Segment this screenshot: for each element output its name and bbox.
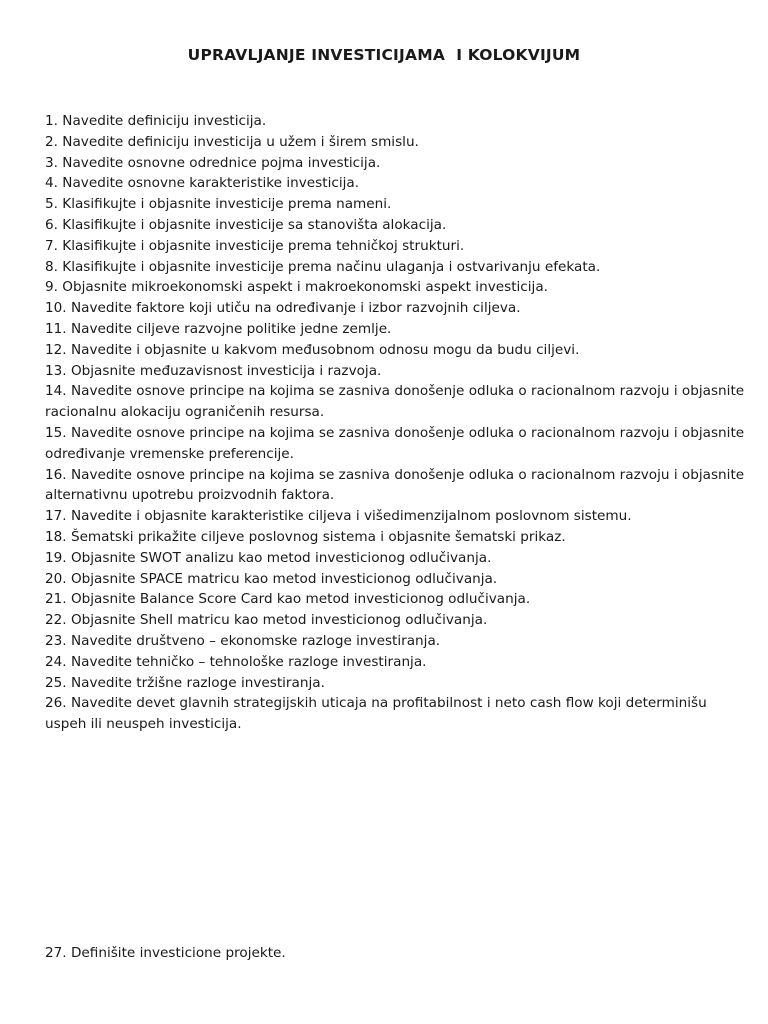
question-item: 13. Objasnite međuzavisnost investicija i razvoja. [45,362,382,379]
question-item: 23. Navedite društveno – ekonomske razloge investiranja. [45,632,441,649]
question-item: 7. Klasifikujte i objasnite investicije prema tehničkoj strukturi. [45,237,465,254]
question-item: 2. Navedite definiciju investicija u užem i širem smislu. [45,133,419,150]
question-item: 25. Navedite tržišne razloge investiranja. [45,674,325,691]
question-item: 21. Objasnite Balance Score Card kao metod investicionog odlučivanja. [45,591,531,608]
question-item: 6. Klasifikujte i objasnite investicije sa stanovišta alokacija. [45,216,447,233]
question-item: 9. Objasnite mikroekonomski aspekt i makroekonomski aspekt investicija. [45,279,548,296]
question-item: 26. Navedite devet glavnih strategijskih uticaja na profitabilnost i neto cash flow koji determinišu uspeh ili neuspeh investicija. [45,695,707,733]
question-item: 19. Objasnite SWOT analizu kao metod investicionog odlučivanja. [45,549,492,566]
question-item: 22. Objasnite Shell matricu kao metod investicionog odlučivanja. [45,612,488,629]
question-item: 4. Navedite osnovne karakteristike investicija. [45,175,360,192]
question-item-last: 27. Definišite investicione projekte. [45,945,286,961]
question-item: 24. Navedite tehničko – tehnološke razloge investiranja. [45,653,427,670]
question-item: 20. Objasnite SPACE matricu kao metod investicionog odlučivanja. [45,570,498,587]
question-item: 12. Navedite i objasnite u kakvom međusobnom odnosu mogu da budu ciljevi. [45,341,580,358]
question-item: 11. Navedite ciljeve razvojne politike jedne zemlje. [45,320,392,337]
question-list [45,111,745,735]
question-item: 16. Navedite osnove principe na kojima se zasniva donošenje odluka o racionalnom razvoju i objasnite alternativnu upotrebu proizvodnih faktora. [45,466,745,504]
question-item: 8. Klasifikujte i objasnite investicije prema načinu ulaganja i ostvarivanju efekata. [45,258,601,275]
question-item: 5. Klasifikujte i objasnite investicije prema nameni. [45,196,392,213]
question-item: 17. Navedite i objasnite karakteristike ciljeva i višedimenzijalnom poslovnom sistemu. [45,508,632,525]
question-item: 15. Navedite osnove principe na kojima se zasniva donošenje odluka o racionalnom razvoju i objasnite određivanje vremenske preferencije. [45,424,745,462]
question-item: 3. Navedite osnovne odrednice pojma investicija. [45,154,381,171]
question-item: 10. Navedite faktore koji utiču na određivanje i izbor razvojnih ciljeva. [45,300,521,317]
question-item: 1. Navedite definiciju investicija. [45,113,267,129]
document-title: UPRAVLJANJE INVESTICIJAMA I KOLOKVIJUM [187,46,581,64]
question-item: 18. Šematski prikažite ciljeve poslovnog sistema i objasnite šematski prikaz. [45,528,566,545]
question-item: 14. Navedite osnove principe na kojima se zasniva donošenje odluka o racionalnom razvoju i objasnite racionalnu alokaciju ograničenih resursa. [45,383,745,421]
